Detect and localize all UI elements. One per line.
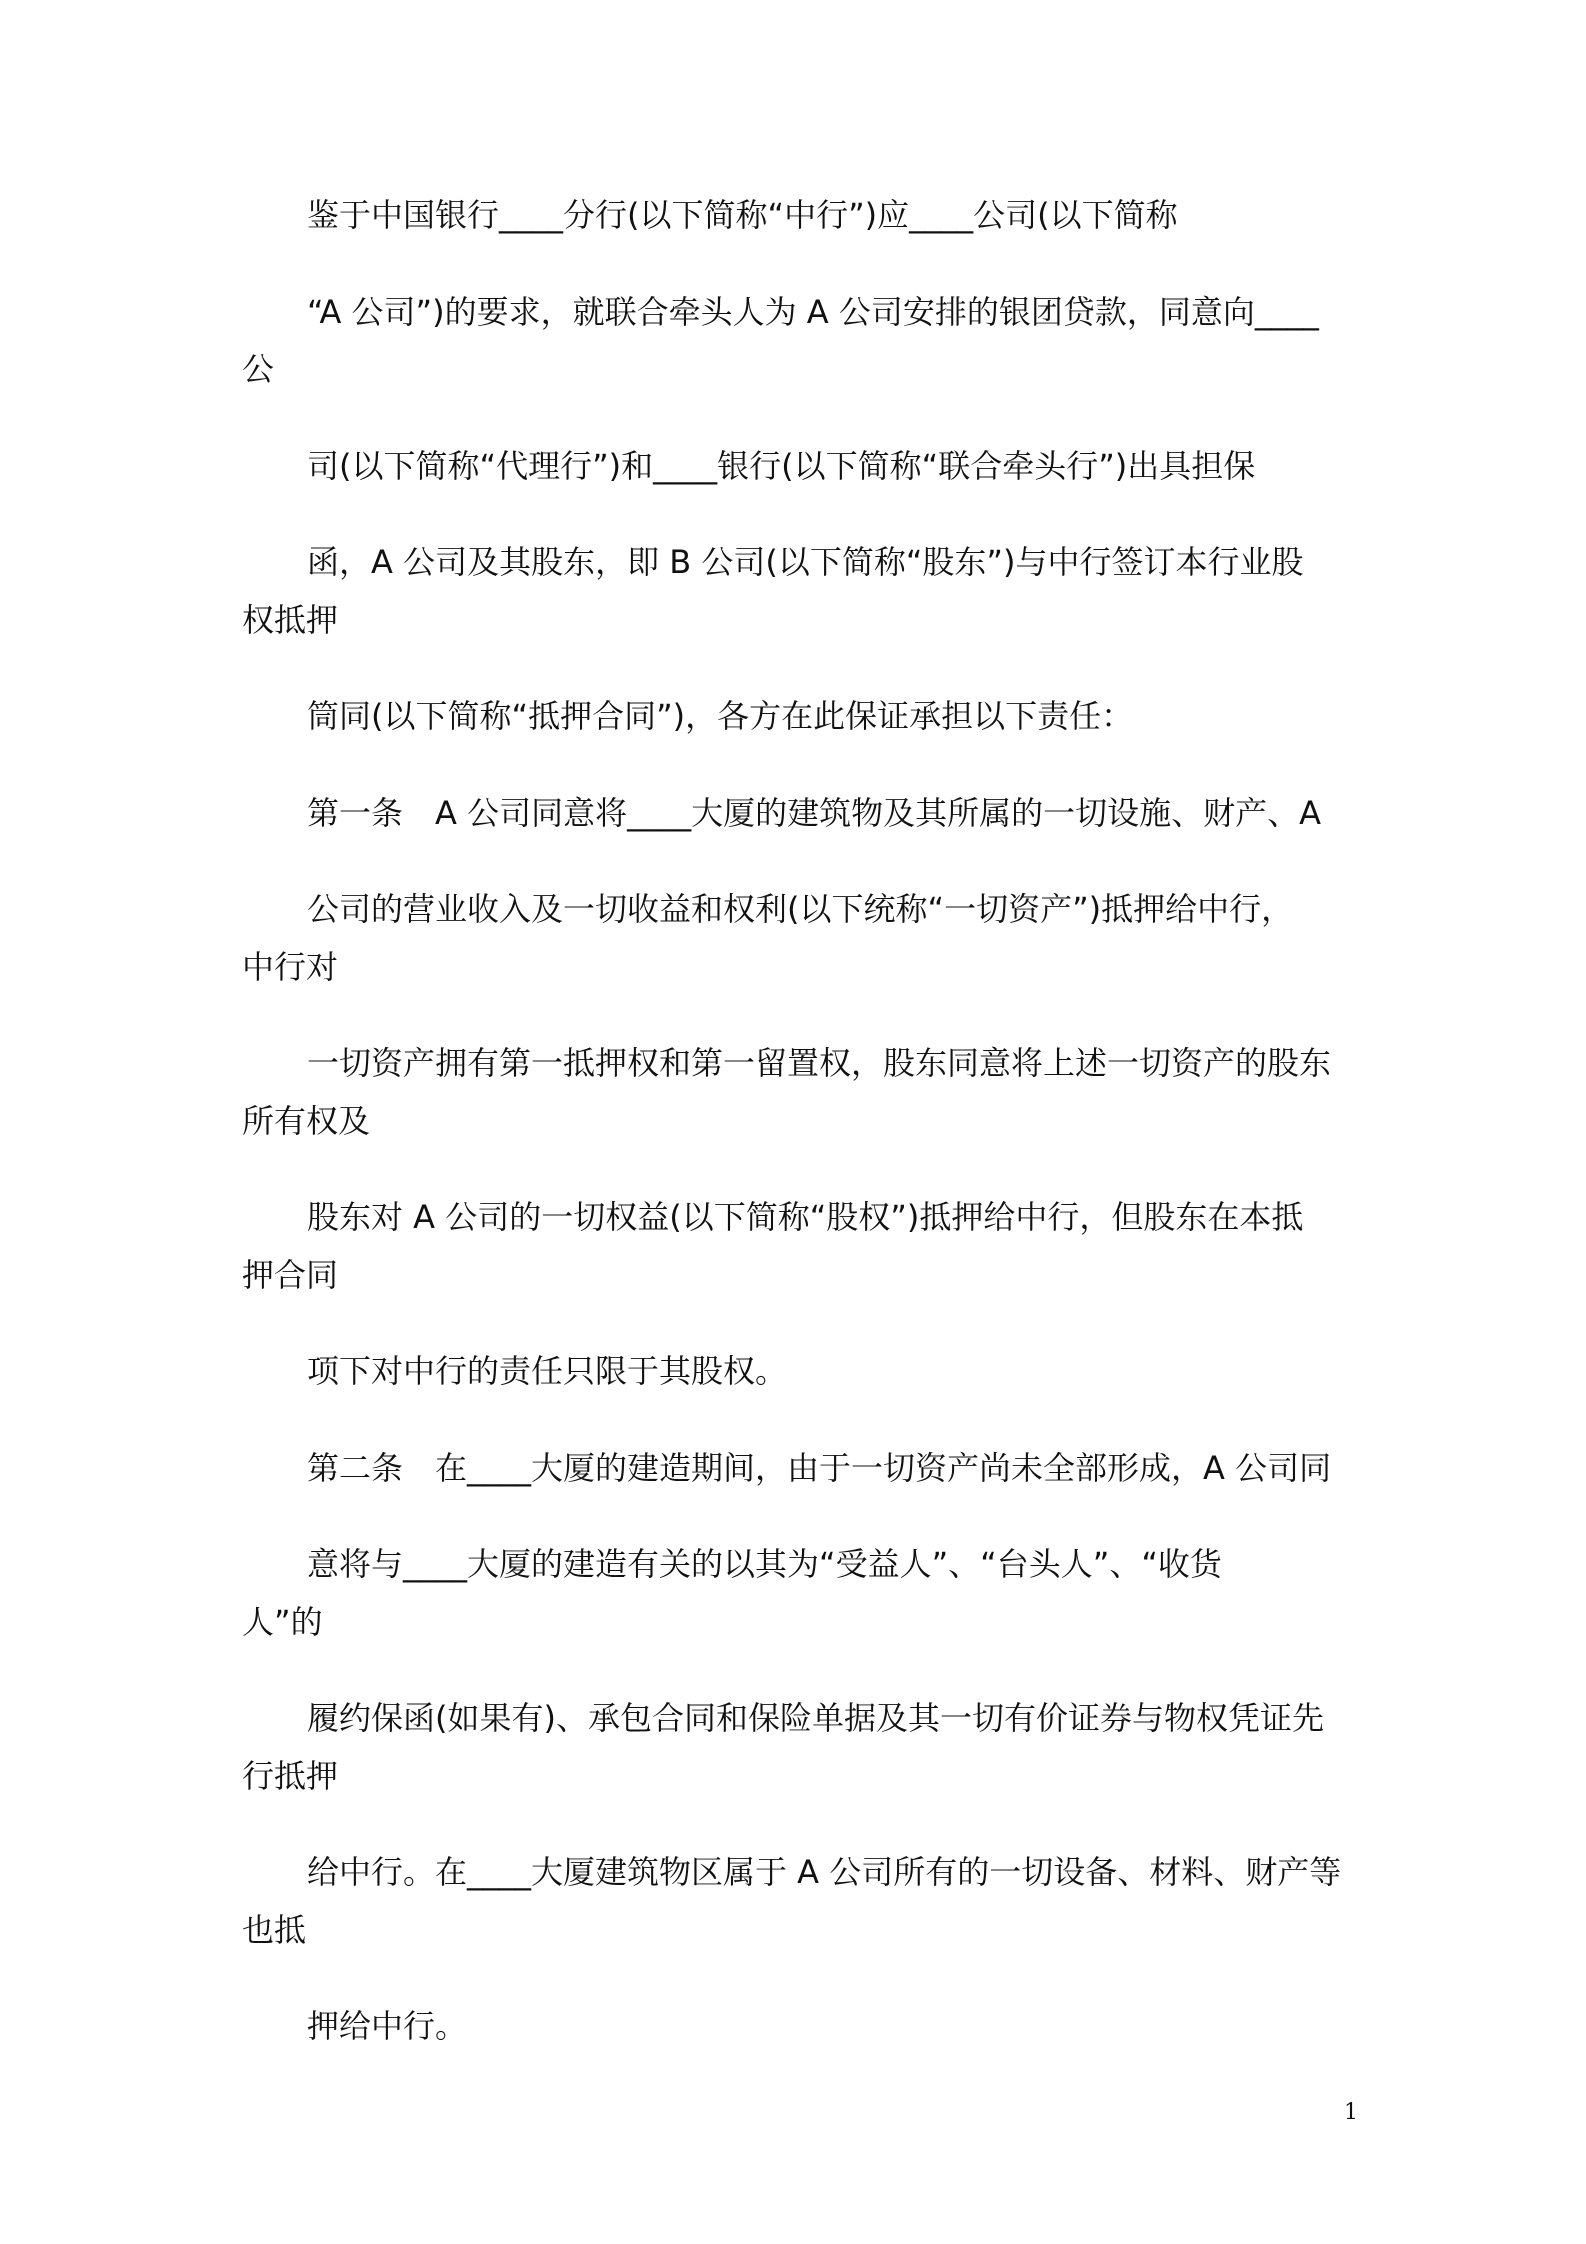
paragraph	[242, 438, 1422, 496]
paragraph-line-continued: 也抵	[242, 1910, 307, 1949]
document-body	[242, 187, 1422, 2095]
paragraph-line: 第二条 在____大厦的建造期间，由于一切资产尚未全部形成，A 公司同	[307, 1448, 1332, 1487]
paragraph	[242, 1035, 1422, 1150]
paragraph-line-continued: 行抵押	[242, 1756, 339, 1795]
paragraph-line-continued: 公	[242, 350, 275, 388]
paragraph-line-continued: 所有权及	[242, 1101, 371, 1140]
paragraph-line: “A 公司”)的要求，就联合牵头人为 A 公司安排的银团贷款，同意向____	[307, 292, 1319, 331]
paragraph-line: 给中行。在____大厦建筑物区属于 A 公司所有的一切设备、材料、财产等	[307, 1853, 1342, 1891]
paragraph	[242, 1998, 1422, 2056]
paragraph-line-continued: 权抵押	[242, 600, 339, 639]
paragraph	[242, 1536, 1422, 1651]
paragraph	[242, 284, 1422, 399]
paragraph-line: 筒同(以下简称“抵押合同”)，各方在此保证承担以下责任：	[307, 697, 1134, 735]
paragraph-line: 函，A 公司及其股东，即 B 公司(以下简称“股东”)与中行签订本行业股	[307, 543, 1304, 581]
paragraph-line-continued: 押合同	[242, 1255, 339, 1294]
paragraph-line-continued: 人”的	[242, 1602, 323, 1641]
paragraph-line: 第一条 A 公司同意将____大厦的建筑物及其所属的一切设施、财产、A	[307, 793, 1321, 832]
paragraph-line: 公司的营业收入及一切收益和权利(以下统称“一切资产”)抵押给中行，	[307, 890, 1294, 928]
article-1	[242, 785, 1422, 843]
paragraph-line-continued: 中行对	[242, 947, 339, 986]
paragraph	[242, 881, 1422, 996]
paragraph-line: 意将与____大厦的建造有关的以其为“受益人”、“台头人”、“收货	[307, 1545, 1222, 1583]
page-number: 1	[1344, 2100, 1358, 2125]
paragraph-line: 司(以下简称“代理行”)和____银行(以下简称“联合牵头行”)出具担保	[307, 446, 1256, 485]
paragraph-line: 项下对中行的责任只限于其股权。	[307, 1352, 788, 1390]
paragraph-line: 股东对 A 公司的一切权益(以下简称“股权”)抵押给中行，但股东在本抵	[307, 1198, 1304, 1236]
article-2	[242, 1440, 1422, 1498]
paragraph	[242, 1844, 1422, 1959]
paragraph-line: 一切资产拥有第一抵押权和第一留置权，股东同意将上述一切资产的股东	[307, 1044, 1332, 1082]
paragraph	[242, 1343, 1422, 1401]
paragraph-line: 履约保函(如果有)、承包合同和保险单据及其一切有价证券与物权凭证先	[307, 1699, 1324, 1737]
paragraph	[242, 534, 1422, 649]
paragraph	[242, 1189, 1422, 1304]
paragraph-line: 押给中行。	[307, 2007, 468, 2045]
paragraph	[242, 187, 1422, 245]
paragraph-line: 鉴于中国银行____分行(以下简称“中行”)应____公司(以下简称	[307, 196, 1178, 234]
paragraph	[242, 1690, 1422, 1805]
paragraph	[242, 688, 1422, 746]
